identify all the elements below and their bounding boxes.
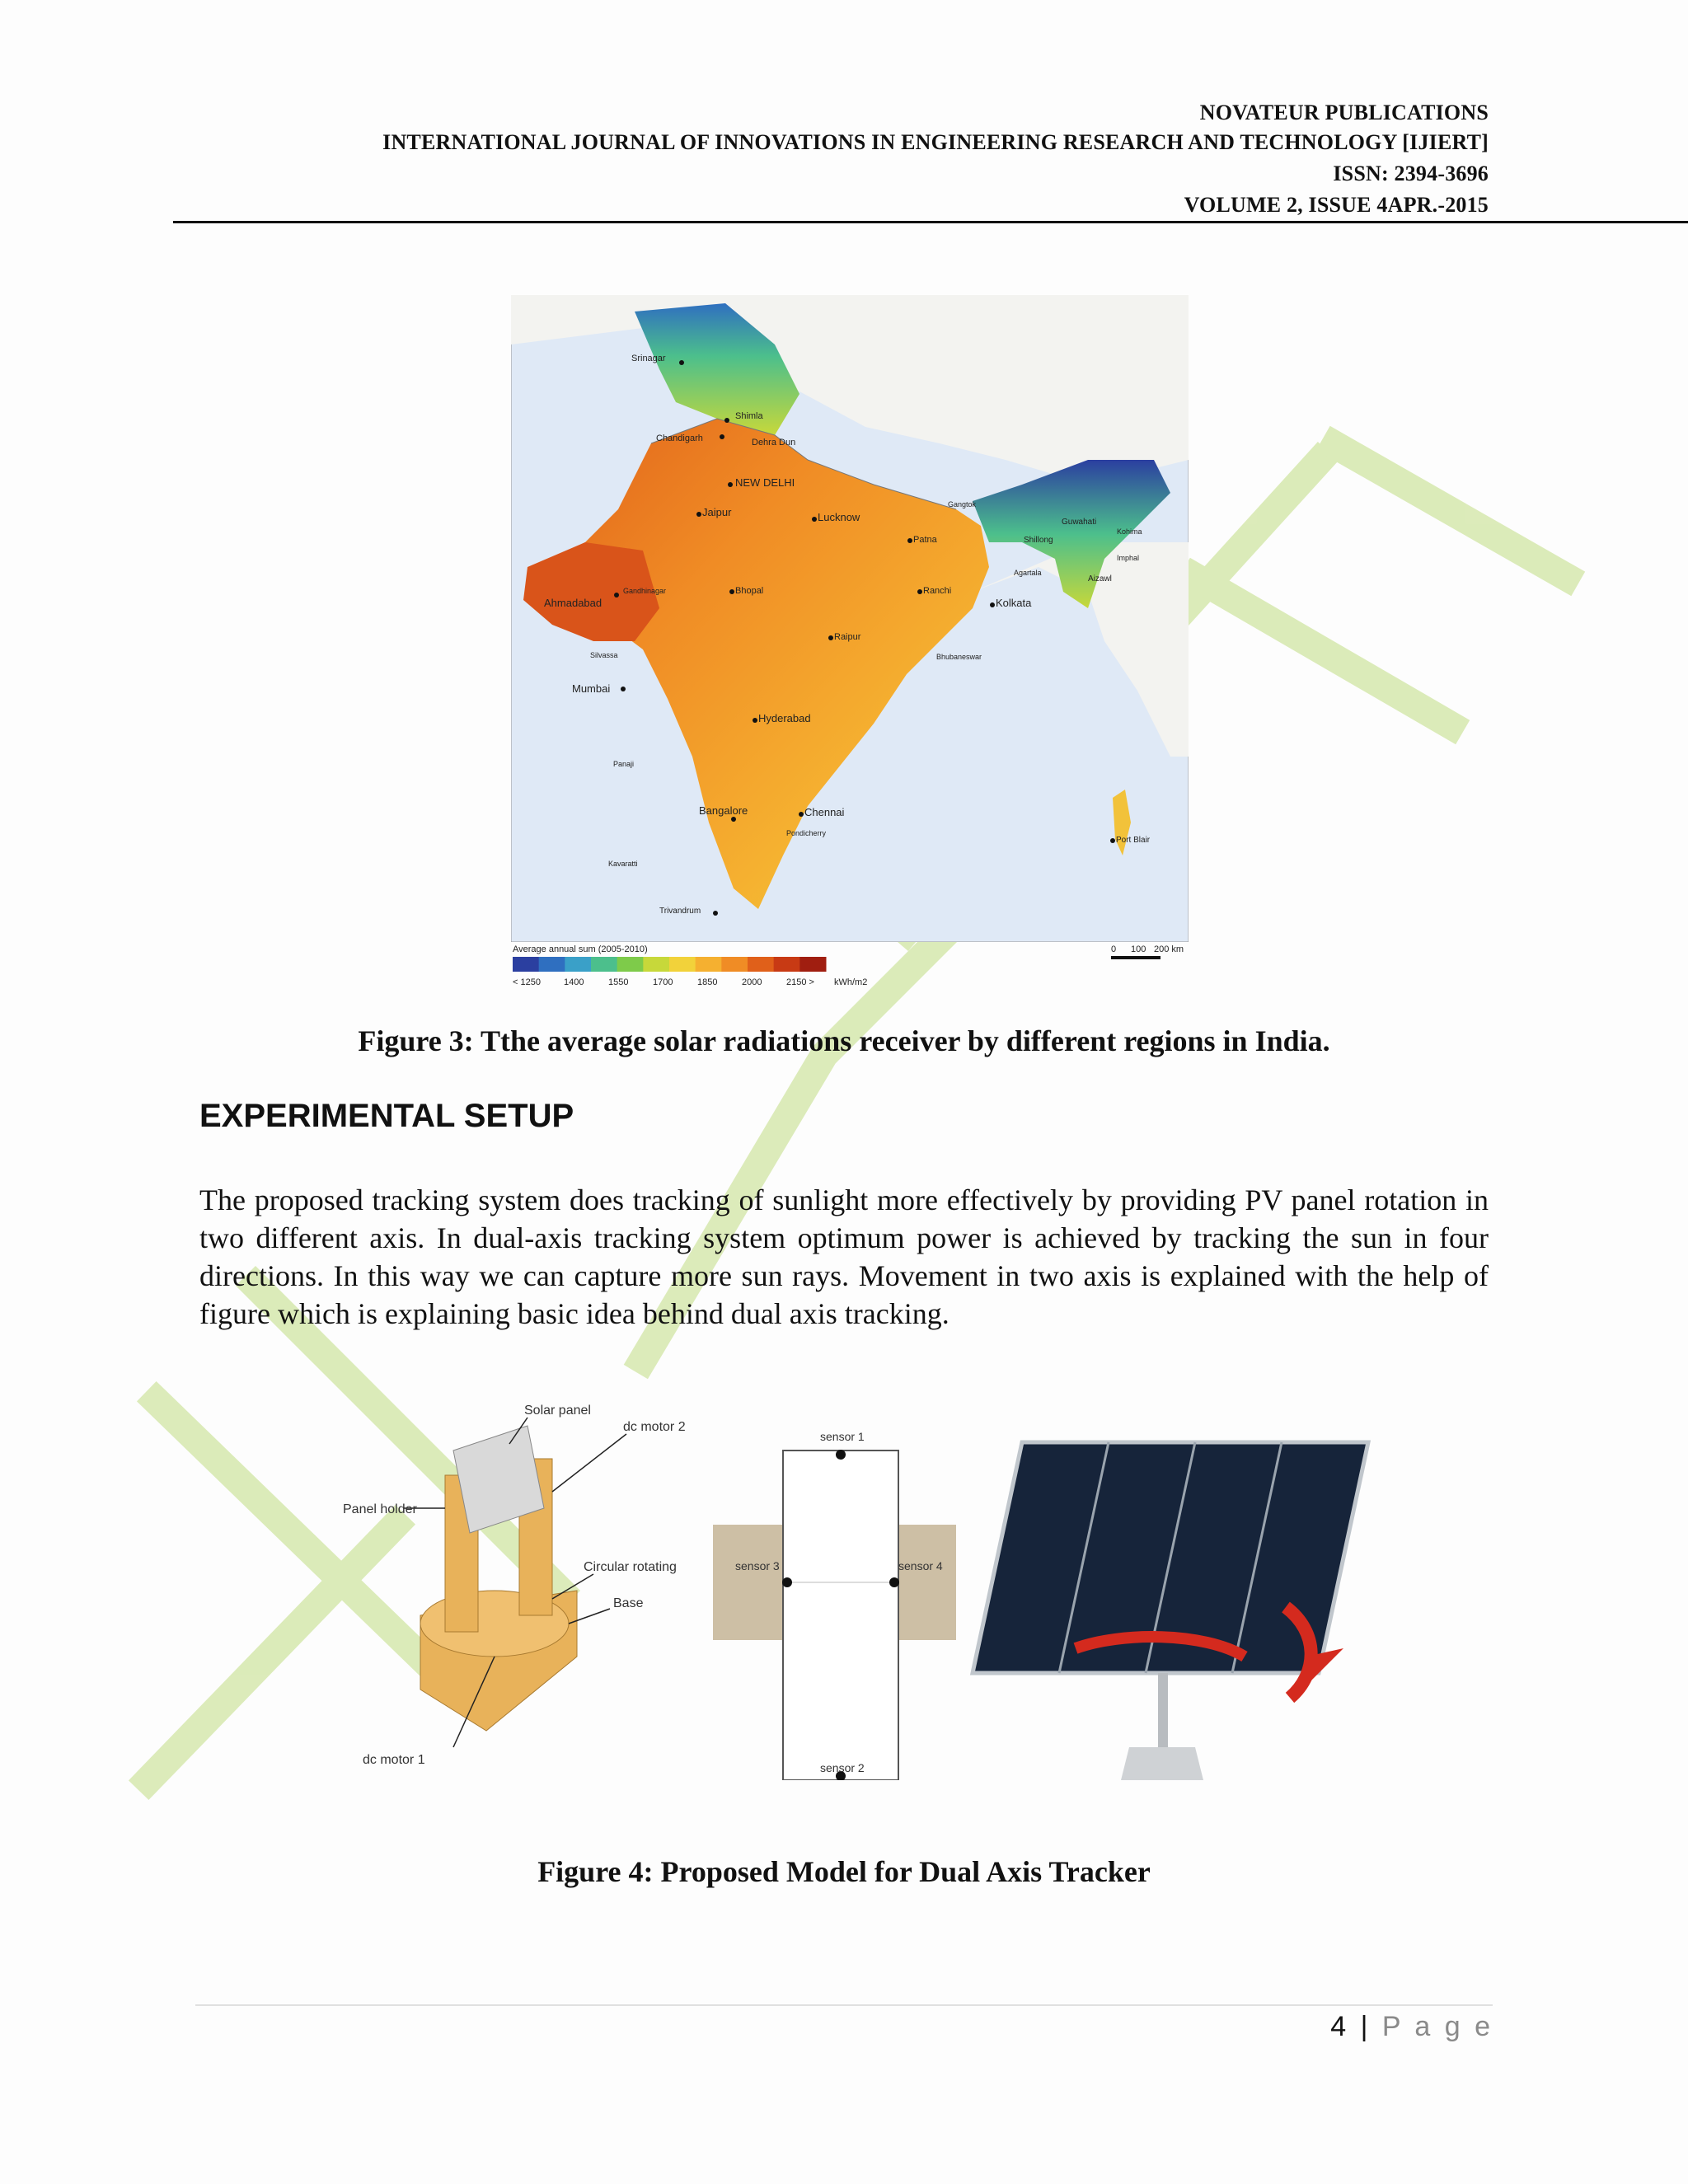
city-label: Bhopal bbox=[735, 586, 764, 596]
figure4-caption: Figure 4: Proposed Model for Dual Axis Tracker bbox=[537, 1855, 1151, 1888]
city-label: Port Blair bbox=[1116, 836, 1151, 845]
scale-label-100: 100 bbox=[1131, 944, 1146, 954]
city-label: Aizawl bbox=[1088, 574, 1112, 583]
header-rule bbox=[173, 221, 1688, 223]
city-label: Hyderabad bbox=[758, 712, 811, 724]
page-separator: | bbox=[1360, 2011, 1372, 2042]
legend-unit: kWh/m2 bbox=[834, 977, 868, 987]
section-title: EXPERIMENTAL SETUP bbox=[199, 1098, 574, 1134]
city-label: Kavaratti bbox=[608, 860, 638, 868]
city-label: Jaipur bbox=[702, 506, 732, 518]
legend-tick: 1550 bbox=[608, 977, 629, 987]
label-dc-motor-2: dc motor 2 bbox=[623, 1420, 686, 1434]
city-label: Srinagar bbox=[631, 354, 666, 363]
scale-bar bbox=[1111, 956, 1160, 959]
city-label: Mumbai bbox=[572, 682, 611, 695]
label-sensor-1: sensor 1 bbox=[820, 1430, 865, 1443]
page-number: 4 bbox=[1330, 2011, 1350, 2042]
header-volume: VOLUME 2, ISSUE 4APR.-2015 bbox=[1184, 193, 1489, 217]
dual-axis-tracker-figure bbox=[330, 1385, 1401, 1780]
city-label: Guwahati bbox=[1062, 518, 1097, 527]
city-label: Ranchi bbox=[923, 586, 952, 596]
label-panel-holder: Panel holder bbox=[343, 1502, 417, 1516]
city-label: Gangtok bbox=[948, 500, 977, 509]
legend-tick: 2000 bbox=[742, 977, 762, 987]
legend-swatch bbox=[748, 957, 774, 972]
city-label: NEW DELHI bbox=[735, 476, 795, 489]
figure3-caption: Figure 3: Tthe average solar radiations receiver by different regions in India. bbox=[358, 1024, 1330, 1057]
legend-tick: 1400 bbox=[564, 977, 584, 987]
legend-swatch bbox=[696, 957, 722, 972]
city-label: Shimla bbox=[735, 411, 763, 421]
city-label: Kohima bbox=[1117, 527, 1142, 536]
city-label: Trivandrum bbox=[659, 907, 701, 916]
city-label: Panaji bbox=[613, 760, 635, 768]
legend-tick: < 1250 bbox=[513, 977, 541, 987]
legend-title: Average annual sum (2005-2010) bbox=[513, 944, 648, 954]
city-label: Bangalore bbox=[699, 804, 748, 817]
header-publisher: NOVATEUR PUBLICATIONS bbox=[1199, 101, 1489, 124]
india-solar-map bbox=[511, 295, 1189, 942]
legend-swatch bbox=[774, 957, 800, 972]
city-label: Imphal bbox=[1117, 554, 1140, 562]
header-issn: ISSN: 2394-3696 bbox=[1333, 162, 1489, 185]
city-label: Gandhinagar bbox=[623, 587, 667, 595]
scale-label-0: 0 bbox=[1111, 944, 1117, 954]
city-label: Pondicherry bbox=[786, 829, 827, 837]
legend-swatch bbox=[539, 957, 565, 972]
legend-swatch bbox=[591, 957, 617, 972]
city-label: Shillong bbox=[1024, 536, 1053, 545]
solar-panel-illustration bbox=[973, 1442, 1368, 1780]
footer-rule bbox=[195, 2004, 1493, 2006]
page-word: P a g e bbox=[1381, 2011, 1493, 2042]
legend-color-bar bbox=[513, 957, 827, 972]
city-label: Ahmadabad bbox=[544, 597, 603, 609]
label-base: Base bbox=[613, 1596, 644, 1610]
city-label: Bhubaneswar bbox=[936, 653, 982, 661]
label-sensor-4: sensor 4 bbox=[898, 1559, 943, 1572]
legend-swatch bbox=[643, 957, 669, 972]
city-label: Chandigarh bbox=[656, 434, 703, 443]
sensor-layout-diagram bbox=[713, 1430, 956, 1780]
header-journal: INTERNATIONAL JOURNAL OF INNOVATIONS IN ENGINEERING RESEARCH AND TECHNOLOGY [IJIERT] bbox=[382, 130, 1489, 154]
legend-swatch bbox=[669, 957, 696, 972]
legend-swatch bbox=[799, 957, 826, 972]
mechanical-model-diagram bbox=[343, 1404, 686, 1767]
label-solar-panel: Solar panel bbox=[524, 1404, 591, 1418]
legend-swatch bbox=[617, 957, 644, 972]
legend-tick: 1700 bbox=[653, 977, 673, 987]
label-sensor-3: sensor 3 bbox=[735, 1559, 780, 1572]
city-label: Lucknow bbox=[818, 511, 860, 523]
legend-tick: 2150 > bbox=[786, 977, 814, 987]
label-circular-rotating: Circular rotating bbox=[584, 1560, 677, 1574]
city-label: Chennai bbox=[804, 806, 845, 818]
city-label: Agartala bbox=[1014, 569, 1042, 577]
city-label: Dehra Dun bbox=[752, 438, 796, 448]
city-label: Kolkata bbox=[996, 597, 1032, 609]
legend-swatch bbox=[513, 957, 539, 972]
scale-label-200: 200 km bbox=[1154, 944, 1184, 954]
map-legend bbox=[511, 942, 1189, 991]
label-sensor-2: sensor 2 bbox=[820, 1761, 865, 1774]
page-footer bbox=[1330, 2011, 1493, 2043]
city-label: Raipur bbox=[834, 632, 861, 642]
body-paragraph: The proposed tracking system does tracking of sunlight more effectively by providing PV panel rotation in two different axis. In dual-axis tracking system optimum power is achieved by tracking the sun in four directions. In this way we can capture more sun rays. Movement in two axis is explained with the help of figure which is explaining basic idea behind dual axis tracking. bbox=[199, 1183, 1489, 1330]
label-dc-motor-1: dc motor 1 bbox=[363, 1753, 425, 1767]
legend-swatch bbox=[721, 957, 748, 972]
legend-swatch bbox=[565, 957, 591, 972]
city-label: Patna bbox=[913, 535, 937, 545]
legend-tick: 1850 bbox=[697, 977, 718, 987]
city-label: Silvassa bbox=[590, 651, 618, 659]
